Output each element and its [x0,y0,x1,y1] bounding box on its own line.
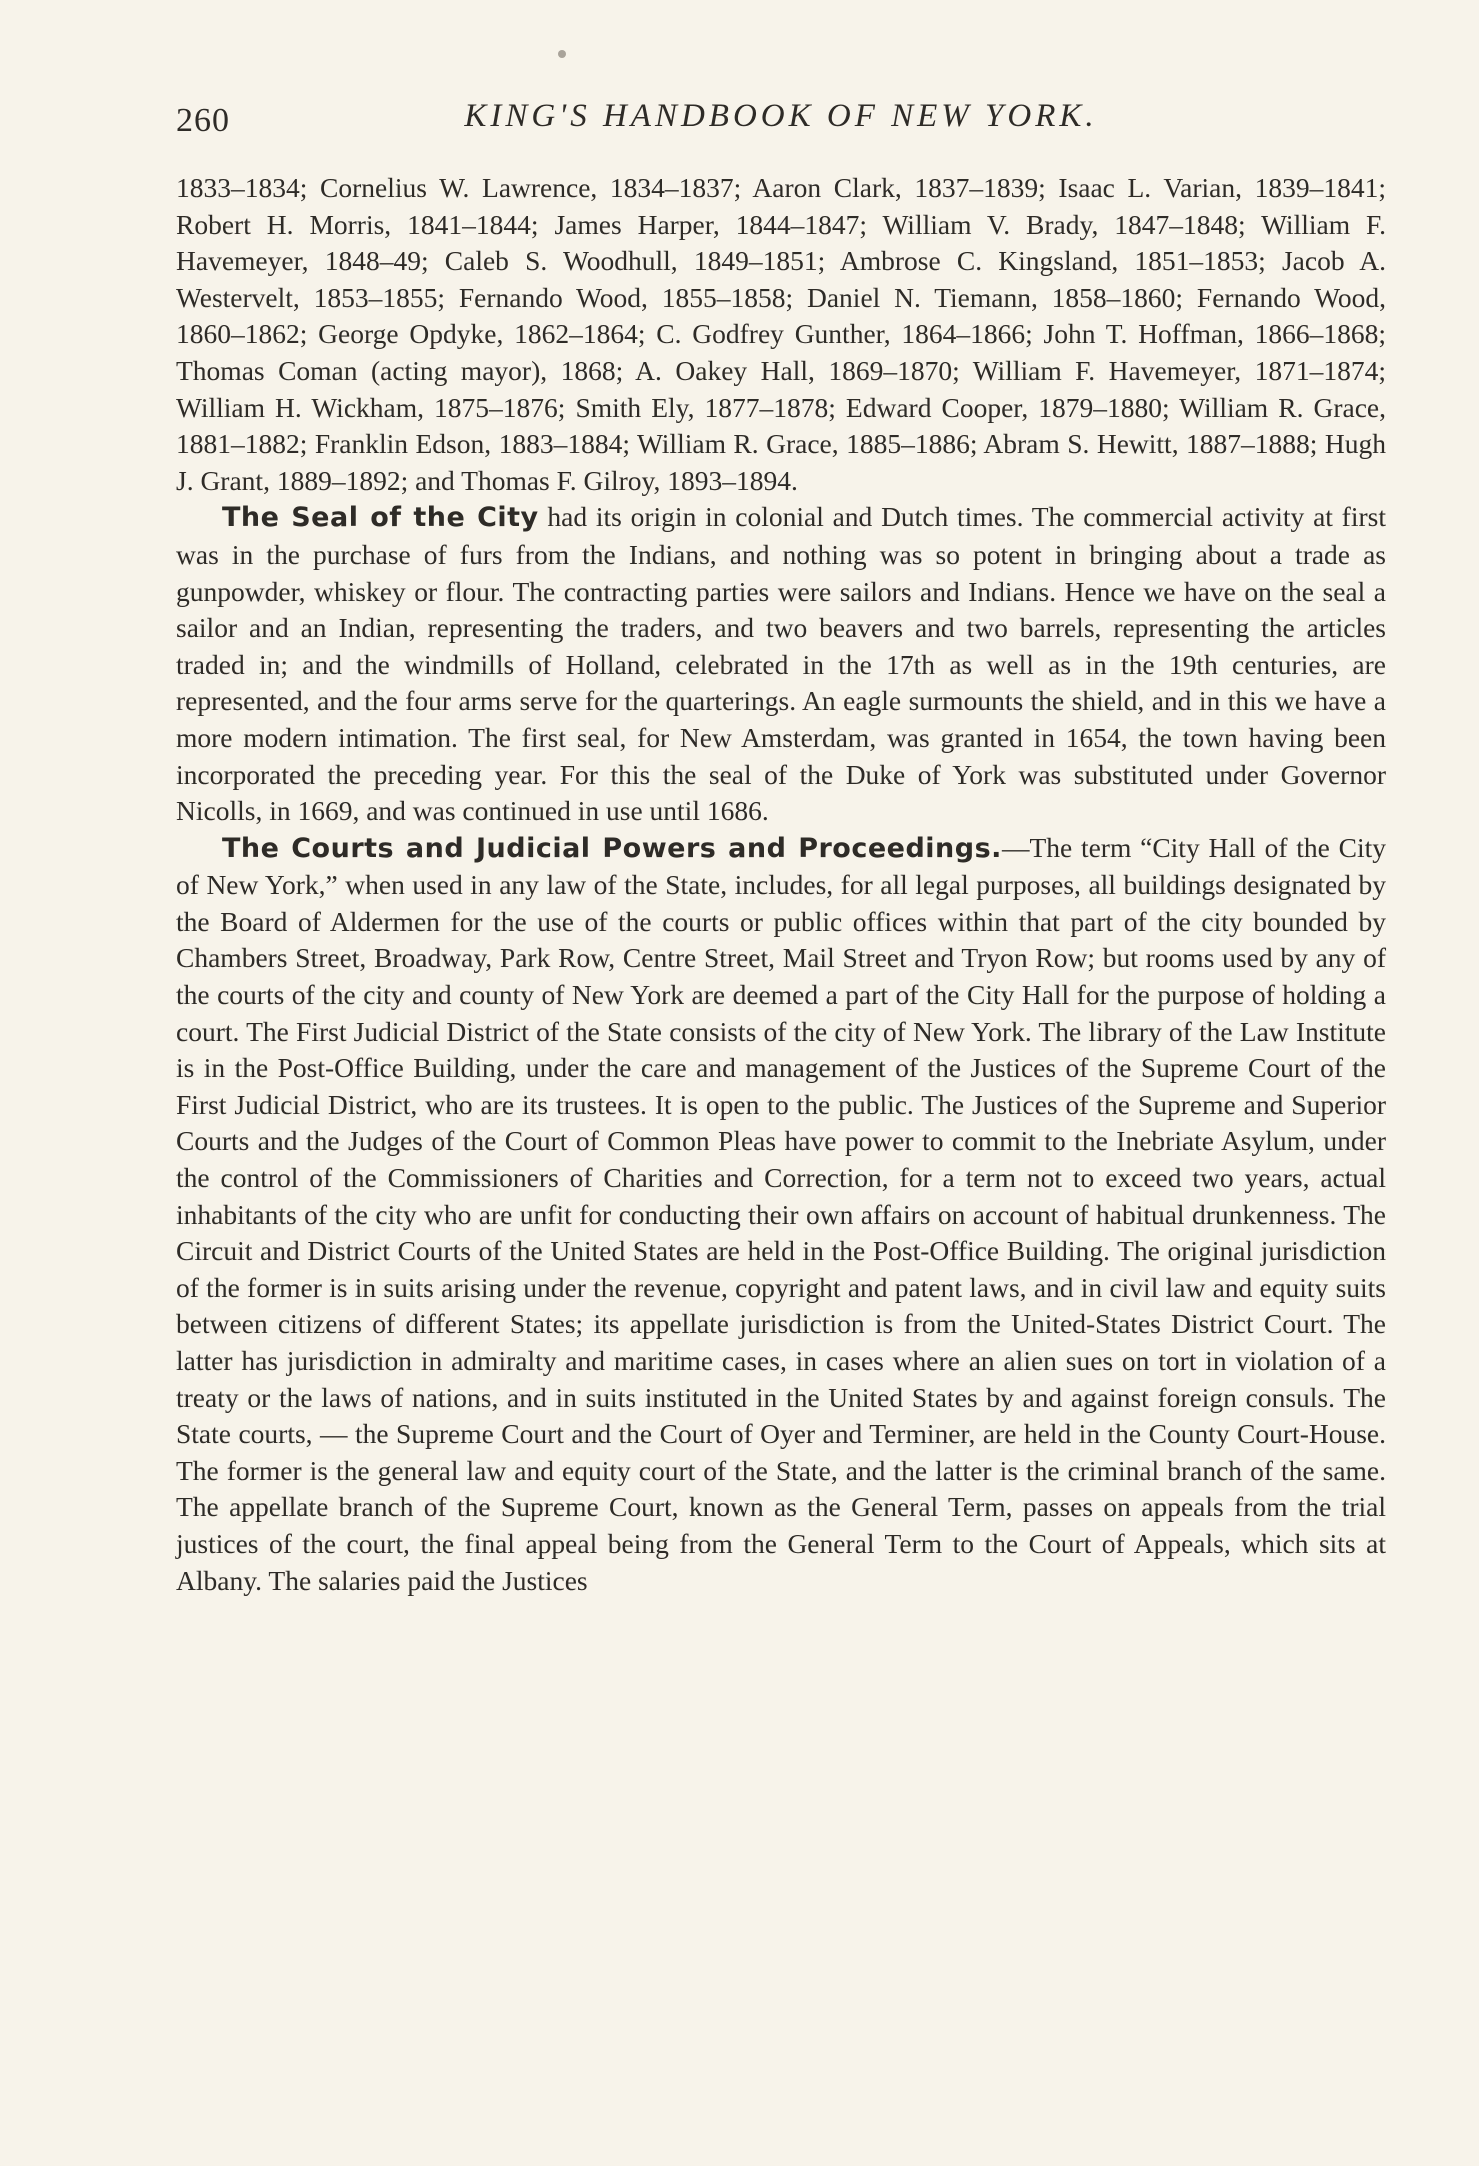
book-page [176,90,1386,1599]
paragraph-seal-of-the-city [176,499,1386,829]
running-title: KING'S HANDBOOK OF NEW YORK. [464,98,1098,134]
page-blemish-dot [558,50,566,58]
paragraph-text: —The term “City Hall of the City of New York,” when used in any law of the State, includes, for all legal purposes, all buildings designated by the Board of Aldermen for the use of the courts or public offices within that part of the city bounded by Chambers Street, Broadway, Park Row, Centre Street, Mail Street and Tryon Row; but rooms used by any of the courts of the city and county of New York are deemed a part of the City Hall for the purpose of holding a court. The First Judicial District of the State consists of the city of New York. The library of the Law Institute is in the Post-Office Building, under the care and management of the Justices of the Supreme Court of the First Judicial District, who are its trustees. It is open to the public. The Justices of the Supreme and Superior Courts and the Judges of the Court of Common Pleas have power to commit to the Inebriate Asylum, under the control of the Commissioners of Charities and Correction, for a term not to exceed two years, actual inhabitants of the city who are unfit for conducting their own affairs on account of habitual drunkenness. The Circuit and District Courts of the United States are held in the Post-Office Building. The original jurisdiction of the former is in suits arising under the revenue, copyright and patent laws, and in civil law and equity suits between citizens of different States; its appellate jurisdiction is from the United-States District Court. The latter has jurisdiction in admiralty and maritime cases, in cases where an alien sues on tort in violation of a treaty or the laws of nations, and in suits instituted in the United States by and against foreign consuls. The State courts, — the Supreme Court and the Court of Oyer and Terminer, are held in the County Court-House. The former is the general law and equity court of the State, and the latter is the criminal branch of the same. The appellate branch of the Supreme Court, known as the General Term, passes on appeals from the trial justices of the court, the final appeal being from the General Term to the Court of Appeals, which sits at Albany. The salaries paid the Justices [176,831,1386,1596]
page-number: 260 [176,102,230,139]
page-header [176,90,1386,152]
paragraph-courts [176,830,1386,1599]
paragraph-text: 1833–1834; Cornelius W. Lawrence, 1834–1837; Aaron Clark, 1837–1839; Isaac L. Varian, 1839–1841; Robert H. Morris, 1841–1844; James Harper, 1844–1847; William V. Brady, 1847–1848; William F. Havemeyer, 1848–49; Caleb S. Woodhull, 1849–1851; Ambrose C. Kingsland, 1851–1853; Jacob A. Westervelt, 1853–1855; Fernando Wood, 1855–1858; Daniel N. Tiemann, 1858–1860; Fernando Wood, 1860–1862; George Opdyke, 1862–1864; C. Godfrey Gunther, 1864–1866; John T. Hoffman, 1866–1868; Thomas Coman (acting mayor), 1868; A. Oakey Hall, 1869–1870; William F. Havemeyer, 1871–1874; William H. Wickham, 1875–1876; Smith Ely, 1877–1878; Edward Cooper, 1879–1880; William R. Grace, 1881–1882; Franklin Edson, 1883–1884; William R. Grace, 1885–1886; Abram S. Hewitt, 1887–1888; Hugh J. Grant, 1889–1892; and Thomas F. Gilroy, 1893–1894. [176,172,1386,496]
paragraph-mayors-list [176,170,1386,499]
paragraph-text: had its origin in colonial and Dutch times. The commercial activity at first was in the purchase of furs from the Indians, and nothing was so potent in bringing about a trade as gunpowder, whiskey or flour. The contracting parties were sailors and Indians. Hence we have on the seal a sailor and an Indian, representing the traders, and two beavers and two barrels, representing the articles traded in; and the windmills of Holland, celebrated in the 17th as well as in the 19th centuries, are represented, and the four arms serve for the quarterings. An eagle surmounts the shield, and in this we have a more modern intimation. The first seal, for New Amsterdam, was granted in 1654, the town having been incorporated the preceding year. For this the seal of the Duke of York was substituted under Governor Nicolls, in 1669, and was continued in use until 1686. [176,501,1386,827]
section-heading: The Seal of the City [222,502,539,534]
section-heading: The Courts and Judicial Powers and Proceedings. [222,832,1002,864]
